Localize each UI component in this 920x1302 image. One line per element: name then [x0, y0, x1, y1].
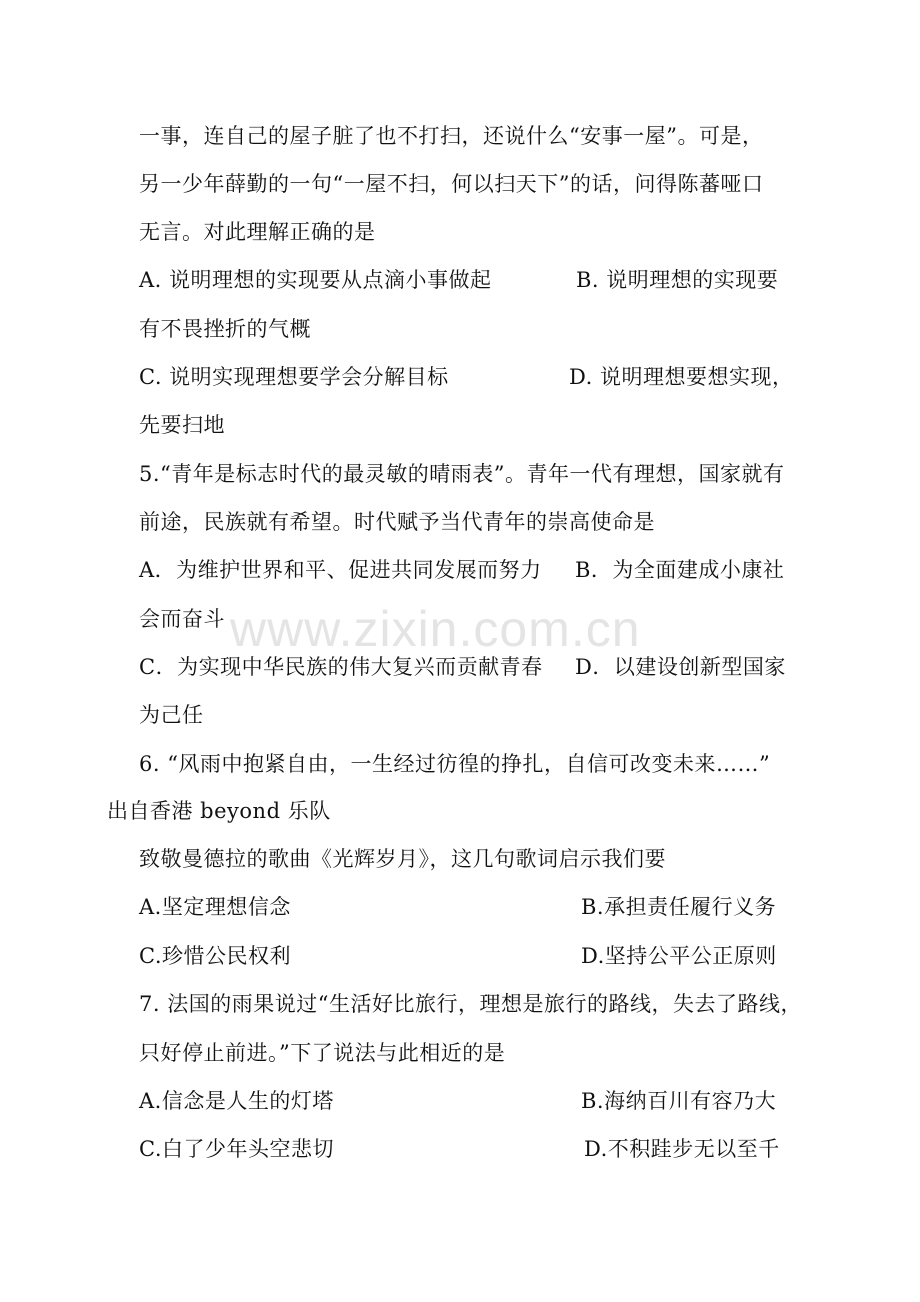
- q7-option-c: C.白了少年头空悲切: [139, 1137, 334, 1161]
- q5-stem-line-2: 前途，民族就有希望。时代赋予当代青年的崇高使命是: [139, 510, 655, 534]
- q4-option-d: D. 说明理想要想实现，: [569, 365, 794, 389]
- q6-option-b: B.承担责任履行义务: [581, 895, 777, 919]
- q4-stem-line-3: 无言。对此理解正确的是: [139, 220, 376, 244]
- q4-option-c: C. 说明实现理想要学会分解目标: [139, 365, 449, 389]
- q4-option-b-continued: 有不畏挫折的气概: [139, 317, 311, 341]
- q5-option-a: A．为维护世界和平、促进共同发展而努力: [139, 558, 542, 582]
- q5-stem-line-1: 5.“青年是标志时代的最灵敏的晴雨表”。青年一代有理想，国家就有: [139, 462, 785, 486]
- watermark: www.zixin.com.cn: [230, 601, 641, 657]
- q7-stem-line-2: 只好停止前进。”下了说法与此相近的是: [139, 1041, 506, 1065]
- q7-option-b: B.海纳百川有容乃大: [581, 1089, 777, 1113]
- q7-stem-line-1: 7. 法国的雨果说过“生活好比旅行，理想是旅行的路线，失去了路线，: [139, 992, 802, 1016]
- q6-stem-line-1: 6. “风雨中抱紧自由，一生经过彷徨的挣扎，自信可改变未来……”: [139, 752, 771, 776]
- q5-option-d-continued: 为己任: [139, 703, 204, 727]
- q4-option-d-continued: 先要扫地: [139, 413, 225, 437]
- q5-option-d: D．以建设创新型国家: [575, 655, 786, 679]
- q6-stem-line-3: 致敬曼德拉的歌曲《光辉岁月》，这几句歌词启示我们要: [139, 847, 666, 871]
- q4-option-b: B. 说明理想的实现要: [576, 268, 779, 292]
- q5-option-b-continued: 会而奋斗: [139, 607, 225, 631]
- q6-stem-line-2: 出自香港 beyond 乐队: [107, 799, 331, 823]
- q4-stem-line-2: 另一少年薛勤的一句“一屋不扫，何以扫天下”的话，问得陈蕃哑口: [139, 172, 764, 196]
- q4-option-a: A. 说明理想的实现要从点滴小事做起: [139, 268, 492, 292]
- q6-option-d: D.坚持公平公正原则: [581, 944, 777, 968]
- q7-option-a: A.信念是人生的灯塔: [139, 1089, 334, 1113]
- q6-option-c: C.珍惜公民权利: [139, 944, 291, 968]
- q6-option-a: A.坚定理想信念: [139, 895, 291, 919]
- q5-option-c: C．为实现中华民族的伟大复兴而贡献青春: [139, 655, 543, 679]
- q4-stem-line-1: 一事，连自己的屋子脏了也不打扫，还说什么“安事一屋”。可是，: [139, 124, 764, 148]
- q5-option-b: B．为全面建成小康社: [575, 558, 785, 582]
- q7-option-d: D.不积跬步无以至千: [584, 1137, 780, 1161]
